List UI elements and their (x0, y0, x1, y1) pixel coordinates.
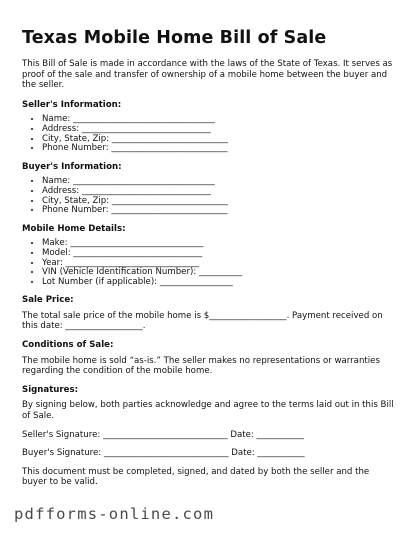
home-details-list (22, 239, 394, 287)
intro-paragraph: This Bill of Sale is made in accordance with the laws of the State of Texas. It serves as proof of the sale and transfer of ownership of a mobile home between the buyer and the seller. (22, 59, 393, 91)
seller-city-field: • City, State, Zip: ___________________________ (42, 135, 394, 145)
seller-heading: Seller's Information: (22, 99, 122, 110)
document-title: Texas Mobile Home Bill of Sale (22, 28, 327, 48)
buyer-city-field: • City, State, Zip: ___________________________ (42, 197, 394, 207)
home-lot-field: • Lot Number (if applicable): _________________ (42, 278, 394, 288)
buyer-address-field: • Address: ______________________________ (42, 187, 394, 197)
signatures-heading: Signatures: (22, 384, 79, 395)
seller-phone-field: • Phone Number: ___________________________ (42, 144, 394, 154)
home-details-heading: Mobile Home Details: (22, 223, 126, 234)
buyer-signature-line: Buyer's Signature: _____________________________ Date: ___________ (22, 448, 305, 459)
buyer-heading: Buyer's Information: (22, 161, 122, 172)
validity-note: This document must be completed, signed, and dated by both the seller and the buyer to be valid. (22, 466, 370, 488)
home-vin-field: • VIN (Vehicle Identification Number): __________ (42, 268, 394, 278)
seller-address-field: • Address: ______________________________ (42, 125, 394, 135)
buyer-list (22, 177, 394, 215)
seller-signature-line: Seller's Signature: _____________________________ Date: ___________ (22, 429, 304, 440)
document-page (22, 28, 394, 488)
signatures-text: By signing below, both parties acknowledge and agree to the terms laid out in this Bill of Sale. (22, 400, 394, 422)
buyer-name-field: • Name: _________________________________ (42, 177, 394, 187)
watermark-logo: pdfforms-online.com (14, 505, 215, 523)
conditions-heading: Conditions of Sale: (22, 340, 114, 351)
sale-price-heading: Sale Price: (22, 295, 74, 306)
sale-price-text: The total sale price of the mobile home is $__________________. Payment received on this date: __________________. (22, 310, 383, 332)
seller-name-field: • Name: _________________________________ (42, 115, 394, 125)
conditions-text: The mobile home is sold “as-is.” The seller makes no representations or warranties regarding the condition of the mobile home. (22, 355, 380, 377)
home-model-field: • Model: ______________________________ (42, 249, 394, 259)
home-year-field: • Year: _______________________________ (42, 259, 394, 269)
seller-list (22, 115, 394, 153)
buyer-phone-field: • Phone Number: ___________________________ (42, 206, 394, 216)
home-make-field: • Make: _______________________________ (42, 239, 394, 249)
